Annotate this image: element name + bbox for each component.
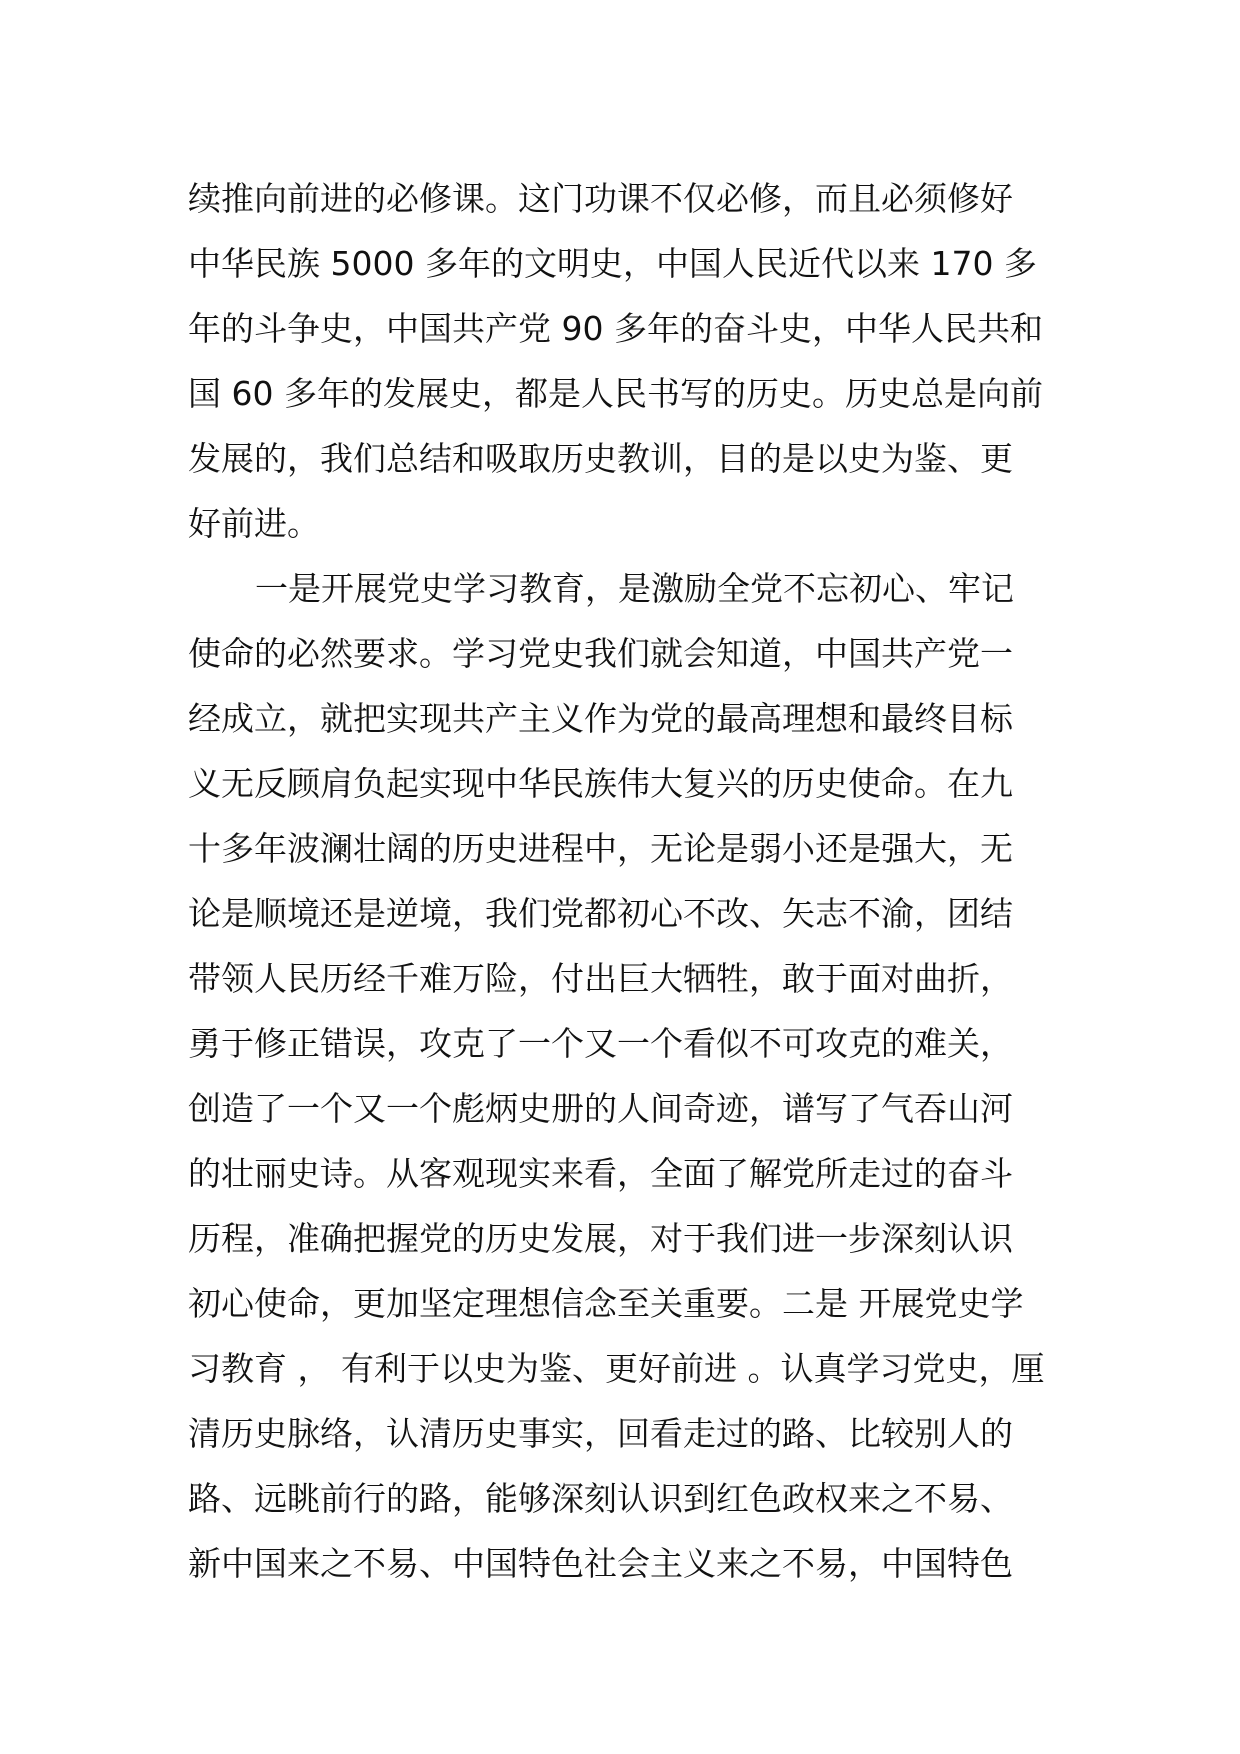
text-line: 初心使命，更加坚定理想信念至关重要。二是 开展党史学 — [188, 1284, 1024, 1323]
text-line: 新中国来之不易、中国特色社会主义来之不易，中国特色 — [188, 1544, 1013, 1583]
text-line: 论是顺境还是逆境，我们党都初心不改、矢志不渝，团结 — [188, 894, 1013, 933]
text-line: 国 60 多年的发展史，都是人民书写的历史。历史总是向前 — [188, 374, 1043, 413]
text-line: 使命的必然要求。学习党史我们就会知道，中国共产党一 — [188, 634, 1013, 673]
text-line: 续推向前进的必修课。这门功课不仅必修，而且必须修好 — [188, 179, 1013, 218]
text-line: 习教育 ， 有利于以史为鉴、更好前进 。认真学习党史，厘 — [188, 1349, 1045, 1388]
text-line: 十多年波澜壮阔的历史进程中，无论是弱小还是强大，无 — [188, 829, 1013, 868]
text-line: 中华民族 5000 多年的文明史，中国人民近代以来 170 多 — [188, 244, 1037, 283]
text-line: 创造了一个又一个彪炳史册的人间奇迹，谱写了气吞山河 — [188, 1089, 1013, 1128]
paragraph-first-line: 一是开展党史学习教育，是激励全党不忘初心、牢记 — [255, 569, 1014, 608]
text-line: 历程，准确把握党的历史发展，对于我们进一步深刻认识 — [188, 1219, 1013, 1258]
text-line: 经成立，就把实现共产主义作为党的最高理想和最终目标 — [188, 699, 1013, 738]
text-line: 义无反顾肩负起实现中华民族伟大复兴的历史使命。在九 — [188, 764, 1013, 803]
text-line: 清历史脉络，认清历史事实，回看走过的路、比较别人的 — [188, 1414, 1013, 1453]
text-line: 带领人民历经千难万险，付出巨大牺牲，敢于面对曲折， — [188, 959, 1013, 998]
text-line: 勇于修正错误，攻克了一个又一个看似不可攻克的难关， — [188, 1024, 1013, 1063]
text-line: 路、远眺前行的路，能够深刻认识到红色政权来之不易、 — [188, 1479, 1013, 1518]
text-line: 的壮丽史诗。从客观现实来看，全面了解党所走过的奋斗 — [188, 1154, 1013, 1193]
text-line: 好前进。 — [188, 504, 320, 543]
text-line: 年的斗争史，中国共产党 90 多年的奋斗史，中华人民共和 — [188, 309, 1043, 348]
body-text — [188, 166, 1068, 1596]
text-line: 发展的，我们总结和吸取历史教训，目的是以史为鉴、更 — [188, 439, 1013, 478]
